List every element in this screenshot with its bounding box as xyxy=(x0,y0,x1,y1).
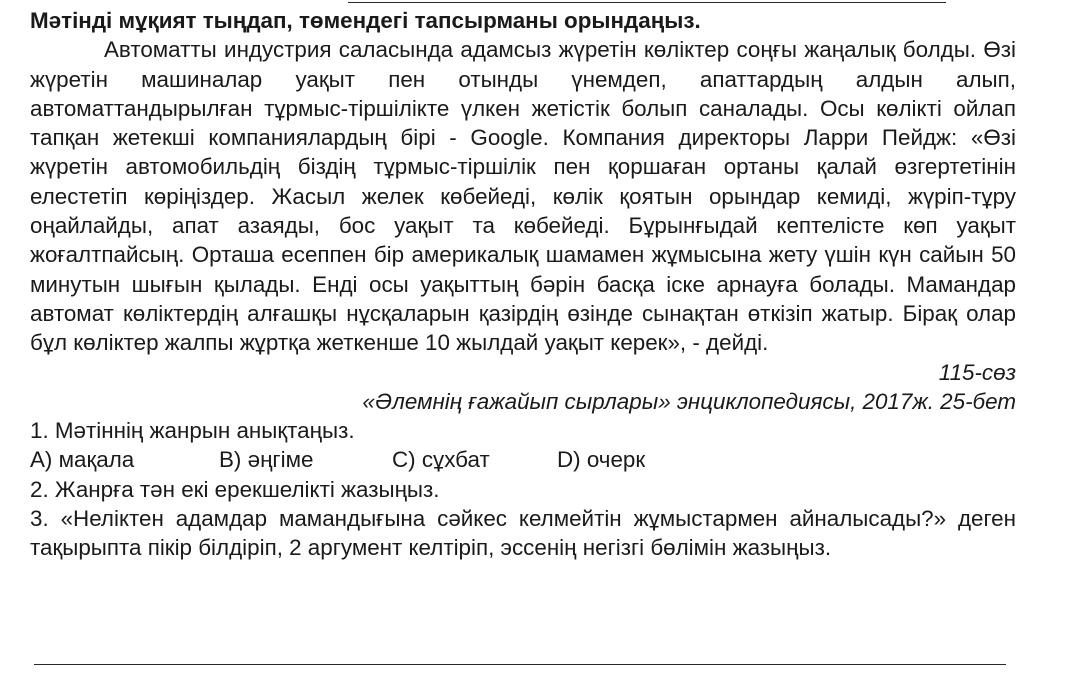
task-heading: Мәтінді мұқият тыңдап, төмендегі тапсырманы орындаңыз. xyxy=(30,8,701,33)
source-citation: «Әлемнің ғажайып сырлары» энциклопедиясы, 2017ж. 25-бет xyxy=(362,388,1016,414)
option-c: C) сұхбат xyxy=(392,447,490,473)
question-3: 3. «Неліктен адамдар мамандығына сәйкес келмейтін жұмыстармен айналысады?» деген тақырыпта пікір білдіріп, 2 аргумент келтіріп, эссенің негізгі бөлімін жазыңыз. xyxy=(30,506,1016,561)
question-2: 2. Жанрға тән екі ерекшелікті жазыңыз. xyxy=(30,476,440,502)
answer-line xyxy=(34,664,1006,665)
word-count: 115-сөз xyxy=(938,359,1016,385)
option-a: A) мақала xyxy=(30,447,135,473)
question-1: 1. Мәтіннің жанрын анықтаңыз. xyxy=(30,418,355,444)
answer-options xyxy=(30,445,1016,474)
option-d: D) очерк xyxy=(557,447,646,473)
exam-sheet xyxy=(30,6,1016,563)
top-divider-line xyxy=(348,2,946,3)
reading-passage: Автоматты индустрия саласында адамсыз жүретін көліктер соңғы жаңалық болды. Өзі жүретін машиналар уақыт пен отынды үнемдеп, апаттардың алдын алып, автоматтандырылған тұрмыс-тіршілікте үлкен жетістік болып саналады. Осы көлікті ойлап тапқан жетекші компаниялардың бірі - Google. Компания директоры Ларри Пейдж: «Өзі жүретін автомобильдің біздің тұрмыс-тіршілік пен қоршаған ортаны қалай өзгертетінін елестетіп көріңіздер. Жасыл желек көбейеді, көлік қоятын орындар кемиді, жүріп-тұру оңайлайды, апат азаяды, бос уақыт та көбейеді. Бұрынғыдай кептелісте көп уақыт жоғалтпайсың. Орташа есеппен бір америкалық шамамен жұмысына жету үшін күн сайын 50 минутын шығын қылады. Енді осы уақыттың бәрін басқа іске арнауға болады. Мамандар автомат көліктердің алғашқы нұсқаларын қазірдің өзінде сынақтан өткізіп жатыр. Бірақ олар бұл көліктер жалпы жұртқа жеткенше 10 жылдай уақыт керек», - дейді. xyxy=(30,37,1016,356)
option-b: B) әңгіме xyxy=(219,447,314,473)
